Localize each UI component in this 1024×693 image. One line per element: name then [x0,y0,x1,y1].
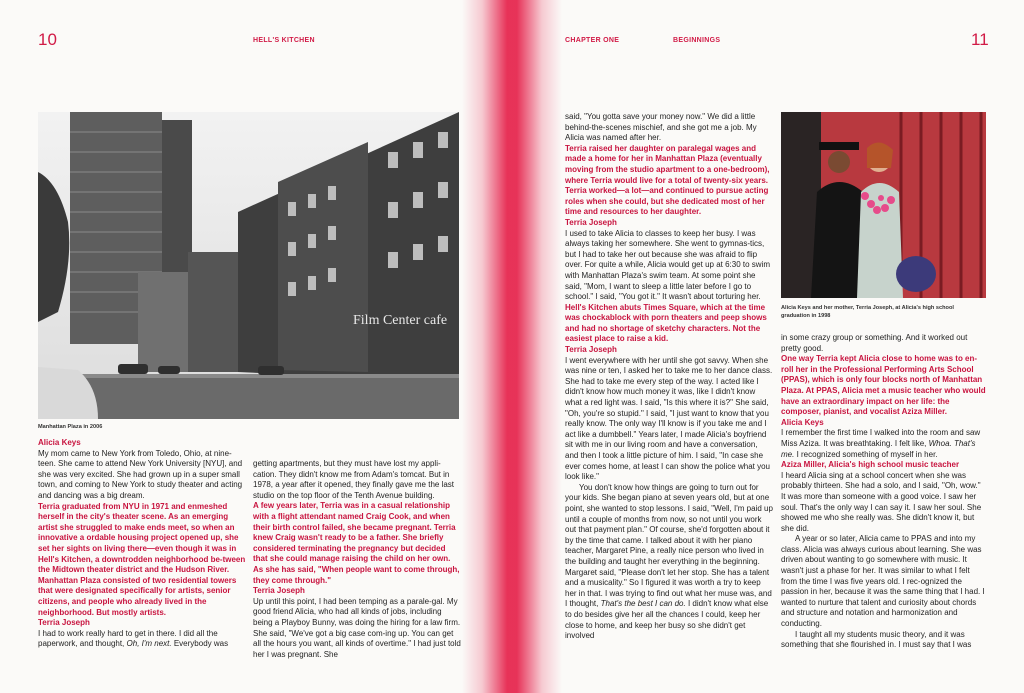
narration-paragraph: Terria graduated from NYU in 1971 and enmeshed herself in the city's theater scene. As an emerging artist she struggled to make ends meet, so when an innovative a ordable housing project opened up, she set her sights on living there—even though it was in Hell's Kitchen, a downtrodden neighborhood be-tween the Midtown theater district and the Hudson River. Manhattan Plaza consisted of two residential towers that were designated specifically for artists, senior citizens, and people who already lived in the neighborhood. But mostly artists. [38,501,246,617]
right-page-number: 11 [971,30,989,49]
quote-paragraph: I went everywhere with her until she got savvy. When she was nine or ten, I asked her to take me to her dance class. She had to take me every step of the way. I acted like I didn't know how much money it was, like I didn't know what a red light was. I said, "Is this where it is?" She said, "Oh, you're so stupid." I said, "I just want to know that you really know. The only way I'll know is if you take me and I act like a dumbbell." Years later, I made Alicia's boyfriend sit with me in our living room and have a conversation, and then I took a little picture of him. I said, "In case she ever comes home, at least I can show the police what you look like." [565,355,773,482]
right-column-1 [565,112,773,642]
right-running-head-chapter: CHAPTER ONE [565,37,620,44]
quote-paragraph: I remember the first time I walked into the room and saw Miss Aziza. It was breathtaking. I felt like, Whoa. That's me. I recognized something of myself in her. [781,428,981,459]
quote-paragraph: I had to work really hard to get in there. I did all the paperwork, and thought, Oh, I'm next. Everybody was [38,628,229,649]
narration-paragraph: One way Terria kept Alicia close to home was to en-roll her in the Professional Performing Arts School (PPAS), which is only four blocks north of Manhattan Plaza. At PPAS, Alicia met a music teacher who would have an extraordinary impact on her life: the composer, pianist, and vocalist Aziza Miller. [781,354,986,417]
speaker-name: Alicia Keys [781,417,824,427]
quote-paragraph: I taught all my students music theory, and it was something that she flourished in. I must say that I was [781,629,972,650]
speaker-name: Aziza Miller, Alicia's high school music teacher [781,460,960,470]
film-center-sign: Film Center cafe [353,313,448,328]
speaker-name: Terria Joseph [253,586,305,596]
left-column-2 [253,459,461,660]
quote-paragraph: getting apartments, but they must have lost my appli-cation. They didn't know me from Adam's tomcat. But in 1978, a year after it opened, they finally gave me the last studio on the top floor of the Tenth Avenue building. [253,459,455,500]
speaker-name: Terria Joseph [38,618,90,628]
speaker-name: Alicia Keys [38,438,81,447]
speaker-name: Terria Joseph [565,217,617,227]
speaker-name: Terria Joseph [565,345,617,355]
quote-paragraph: in some crazy group or something. And it worked out pretty good. [781,333,968,353]
quote-paragraph: My mom came to New York from Toledo, Ohio, at nine-teen. She came to attend New York University [NYU], and she was very excited. She had grown up in a super small town, and coming to New York to study theater and acting and dancing was a big dream. [38,448,243,500]
narration-paragraph: Hell's Kitchen abuts Times Square, which at the time was chockablock with porn theaters and peep shows and had no shortage of sketchy characters. Not the easiest place to raise a kid. [565,302,767,344]
right-column-2 [781,333,987,651]
narration-paragraph: A few years later, Terria was in a casual relationship with a flight attendant named Craig Cook, and when their birth control failed, she became pregnant. Terria knew Craig wasn't ready to be a father. She briefly considered terminating the pregnancy but decided that she could manage raising the child on her own. As she has said, "When people want to come through, they come through." [253,501,460,585]
left-column-1 [38,438,246,650]
quote-paragraph: A year or so later, Alicia came to PPAS and into my class. Alicia was always curious about learning. She was driven about wanting to go somewhere with music. It wasn't just a phase for her. It was similar to what I felt from the time I was five years old. I rec-ognized the passion in her, because it was the same thing that I had. I wanted to nurture that talent and curiosity about chords and structure and notation and harmonization and conducting. [781,534,985,629]
left-page-number: 10 [38,30,57,49]
quote-paragraph: Up until this point, I had been temping as a parale-gal. My good friend Alicia, who had all kinds of jobs, including being a Playboy Bunny, was doing the hiring for a law firm. She said, "We've got a big case com-ing up. You can get all the hours you want, all kinds of overtime." I had just told her I was pregnant. She [253,596,461,659]
quote-paragraph: I heard Alicia sing at a school concert when she was probably thirteen. She had a solo, and I said, "Oh, wow." It was more than someone with a good voice. I saw her soul. That's the only way I can say it. I saw her soul. She showed me who she really was. She didn't know it, but she did. [781,470,982,533]
left-photo-caption: Manhattan Plaza in 2006 [38,424,103,430]
street-scene-image [38,112,459,419]
left-running-head: HELL'S KITCHEN [253,37,315,44]
quote-paragraph: said, "You gotta save your money now." We did a little behind-the-scenes mischief, and she got me a job. My Alicia was named after her. [565,112,757,143]
right-photo-caption: Alicia Keys and her mother, Terria Joseph, at Alicia's high school graduation in 1998 [781,305,954,319]
quote-paragraph: You don't know how things are going to turn out for your kids. She began piano at seven years old, but at one point, she wanted to stop lessons. I said, "Well, I'm paid up until a couple of months from now, so not until you work out that payment plan." Of course, she'd forgotten about it by the time that came. I talked about it with her piano teacher, Margaret Pine, a really nice person who lived in the building and taught her everything in the beginning. Margaret said, "Please don't let her stop. She has a talent and a musicality." So I figured it was worth a try to keep her in that. I was trying to find out what her muse was, and I thought, That's the best I can do. I didn't know what else to do besides give her all the chances I could, keep her close to home, and keep her busy so she didn't get involved [565,482,773,641]
graduation-image [781,112,986,298]
graduation-photo [781,112,986,298]
page-gutter [462,0,562,693]
quote-paragraph: I used to take Alicia to classes to keep her busy. I was always taking her somewhere. She went to gymnas-tics, but I had to take her out because she was afraid to flip over. For quite a while, Alicia would get up at 6:30 to swim with Manhattan Plaza's swim team. At some point she said, "Mom, I want to sleep a little later before I go to school." I said, "You got it." It wasn't about torturing her. [565,228,770,302]
right-running-head-title: BEGINNINGS [673,37,721,44]
manhattan-plaza-photo [38,112,459,419]
narration-paragraph: Terria raised her daughter on paralegal wages and made a home for her in Manhattan Plaza (eventually moving from the studio apartment to a one-bedroom), where Terria would live for a total of twenty-six years. Terria worked—a lot—and continued to pursue acting roles when she could, but she dedicated most of her time and resources to her daughter. [565,143,770,217]
